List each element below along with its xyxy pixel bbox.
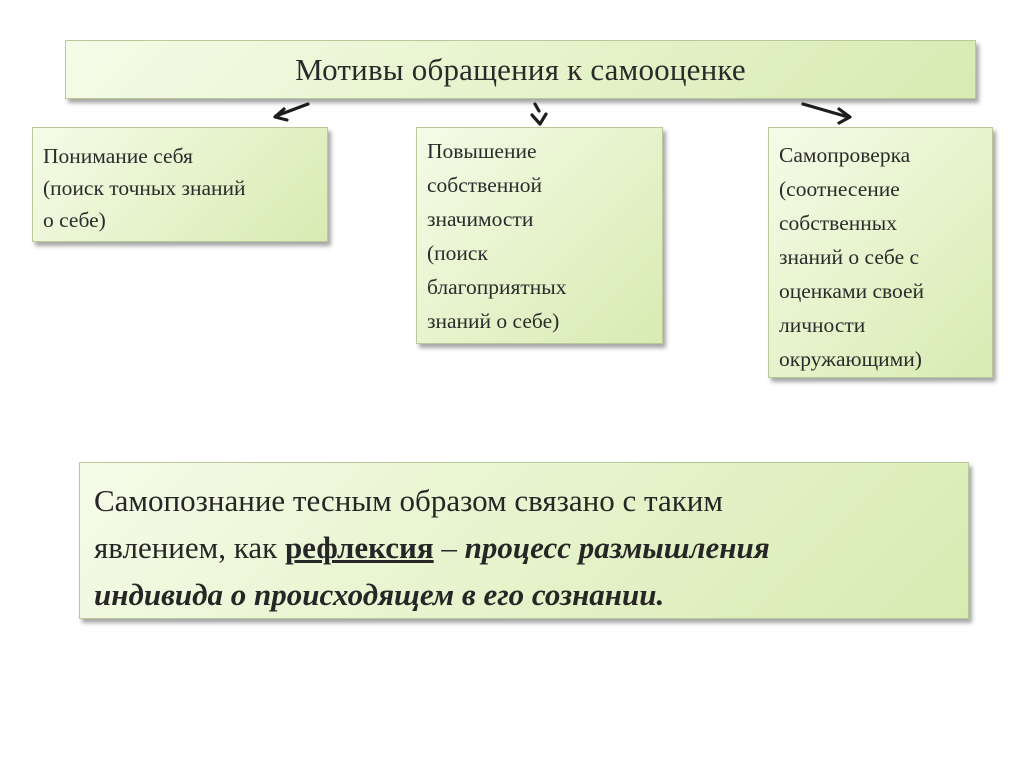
conclusion-box bbox=[79, 462, 969, 619]
motive-line: Понимание себя bbox=[43, 144, 193, 168]
conclusion-line-1: Самопознание тесным образом связано с таким bbox=[94, 483, 723, 518]
arrow-left bbox=[275, 104, 308, 120]
motive-line: значимости bbox=[427, 207, 534, 231]
motive-box-self-verification bbox=[768, 127, 993, 378]
motive-line: окружающими) bbox=[779, 347, 922, 371]
conclusion-dash: – bbox=[433, 530, 465, 565]
conclusion-prefix: явлением, как bbox=[94, 530, 285, 565]
motive-line: (поиск bbox=[427, 241, 488, 265]
motive-line: знаний о себе) bbox=[427, 309, 560, 333]
motive-line: (соотнесение bbox=[779, 177, 900, 201]
motive-box-self-esteem-boost bbox=[416, 127, 663, 344]
motive-line: благоприятных bbox=[427, 275, 567, 299]
motive-line: (поиск точных знаний bbox=[43, 176, 246, 200]
motive-line: Самопроверка bbox=[779, 143, 911, 167]
motive-box-self-understanding bbox=[32, 127, 328, 242]
motive-line: знаний о себе с bbox=[779, 245, 920, 269]
diagram-title: Мотивы обращения к самооценке bbox=[295, 51, 746, 87]
motive-line: собственных bbox=[779, 211, 897, 235]
arrow-right bbox=[803, 104, 850, 123]
definition-part-1: процесс размышления bbox=[464, 530, 770, 565]
motive-line: Повышение bbox=[427, 139, 537, 163]
reflection-term: рефлексия bbox=[284, 530, 434, 565]
motive-line: оценками своей bbox=[779, 279, 925, 303]
arrow-middle bbox=[532, 104, 546, 124]
motive-line: о себе) bbox=[43, 208, 106, 232]
motive-line: собственной bbox=[427, 173, 543, 197]
definition-part-2: индивида о происходящем в его сознании. bbox=[94, 577, 665, 612]
conclusion-line-2 bbox=[94, 524, 954, 571]
motive-line: личности bbox=[779, 313, 866, 337]
